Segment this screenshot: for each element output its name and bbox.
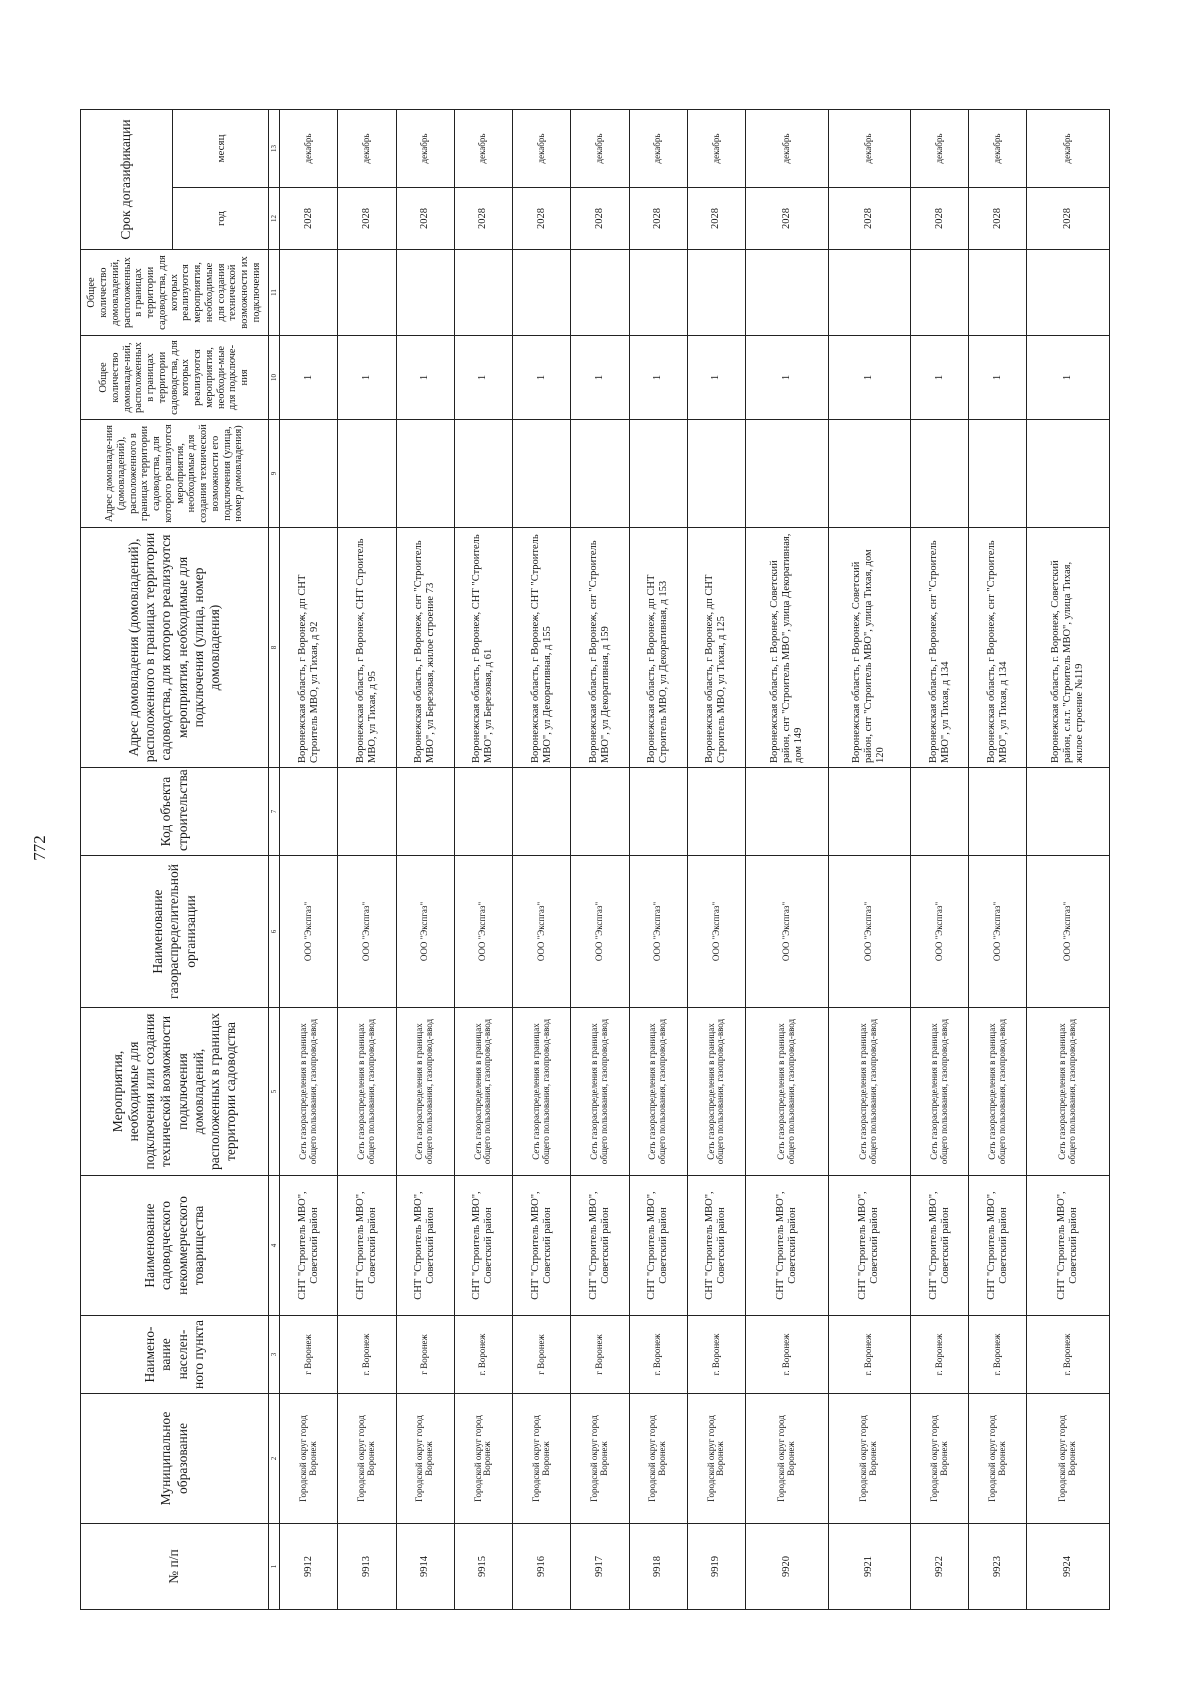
year-cell: 2028 [338, 188, 396, 250]
table-row [513, 109, 571, 1609]
address-cell: Воронежская область, г Воронеж, дп СНТ Строитель МВО, ул Тихая, д 125 [687, 528, 745, 768]
header-term: Срок догазификации [81, 109, 173, 249]
object-code-cell [396, 768, 454, 856]
settlement-cell: г. Воронеж [629, 1316, 687, 1394]
month-cell: декабрь [396, 109, 454, 187]
year-cell: 2028 [1027, 188, 1110, 250]
colnum: 8 [269, 528, 280, 768]
address-tech-cell [1027, 420, 1110, 528]
count-tech-cell [687, 250, 745, 336]
month-cell: декабрь [629, 109, 687, 187]
address-cell: Воронежская область, г Воронеж, снт "Строитель МВО", ул Березовая, жилое строение 73 [396, 528, 454, 768]
municipality-cell: Городской округ город Воронеж [687, 1394, 745, 1524]
measure-cell: Сеть газораспределения в границах общего пользования, газопровод-ввод [338, 1008, 396, 1176]
object-code-cell [910, 768, 968, 856]
month-cell: декабрь [454, 109, 512, 187]
colnum: 6 [269, 856, 280, 1008]
measure-cell: Сеть газораспределения в границах общего пользования, газопровод-ввод [513, 1008, 571, 1176]
month-cell: декабрь [910, 109, 968, 187]
year-cell: 2028 [571, 188, 629, 250]
gas-org-cell: ООО "Экспгаз" [1027, 856, 1110, 1008]
colnum: 7 [269, 768, 280, 856]
year-cell: 2028 [454, 188, 512, 250]
address-tech-cell [910, 420, 968, 528]
address-tech-cell [454, 420, 512, 528]
snt-cell: СНТ "Строитель МВО", Советский район [1027, 1176, 1110, 1316]
snt-cell: СНТ "Строитель МВО", Советский район [828, 1176, 910, 1316]
row-number: 9919 [687, 1524, 745, 1610]
object-code-cell [338, 768, 396, 856]
gas-org-cell: ООО "Экспгаз" [969, 856, 1027, 1008]
address-tech-cell [338, 420, 396, 528]
row-number: 9916 [513, 1524, 571, 1610]
colnum: 3 [269, 1316, 280, 1394]
gas-org-cell: ООО "Экспгаз" [571, 856, 629, 1008]
row-number: 9915 [454, 1524, 512, 1610]
count-tech-cell [338, 250, 396, 336]
header-col-4: Наименование садоводческого некоммерческого товарищества [81, 1176, 269, 1316]
header-row-1 [81, 109, 173, 1609]
object-code-cell [828, 768, 910, 856]
object-code-cell [1027, 768, 1110, 856]
colnum: 10 [269, 336, 280, 420]
month-cell: декабрь [969, 109, 1027, 187]
count-cell: 1 [969, 336, 1027, 420]
address-tech-cell [746, 420, 828, 528]
count-cell: 1 [1027, 336, 1110, 420]
count-tech-cell [629, 250, 687, 336]
municipality-cell: Городской округ город Воронеж [454, 1394, 512, 1524]
month-cell: декабрь [687, 109, 745, 187]
table-row [338, 109, 396, 1609]
object-code-cell [629, 768, 687, 856]
colnum: 12 [269, 188, 280, 250]
colnum: 1 [269, 1524, 280, 1610]
address-tech-cell [571, 420, 629, 528]
snt-cell: СНТ "Строитель МВО", Советский район [454, 1176, 512, 1316]
gas-org-cell: ООО "Экспгаз" [910, 856, 968, 1008]
row-number: 9912 [280, 1524, 338, 1610]
year-cell: 2028 [746, 188, 828, 250]
table-row [571, 109, 629, 1609]
count-cell: 1 [454, 336, 512, 420]
row-number: 9918 [629, 1524, 687, 1610]
snt-cell: СНТ "Строитель МВО", Советский район [396, 1176, 454, 1316]
month-cell: декабрь [571, 109, 629, 187]
municipality-cell: Городской округ город Воронеж [828, 1394, 910, 1524]
header-col-8: Адрес домовладения (домовладений), расположенного в границах территории садоводства, для которого реализуются мероприятия, необходимые для подключения (улица, номер домовладения) [81, 528, 269, 768]
object-code-cell [280, 768, 338, 856]
measure-cell: Сеть газораспределения в границах общего пользования, газопровод-ввод [571, 1008, 629, 1176]
address-tech-cell [396, 420, 454, 528]
header-col-3: Наимено-вание населен-ного пункта [81, 1316, 269, 1394]
table-row [280, 109, 338, 1609]
count-cell: 1 [687, 336, 745, 420]
month-cell: декабрь [746, 109, 828, 187]
municipality-cell: Городской округ город Воронеж [571, 1394, 629, 1524]
year-cell: 2028 [828, 188, 910, 250]
address-cell: Воронежская область, г Воронеж, СНТ "Строитель МВО", ул Декоративная, д 155 [513, 528, 571, 768]
header-col-7: Код объекта строительства [81, 768, 269, 856]
count-tech-cell [828, 250, 910, 336]
address-cell: Воронежская область, г Воронеж, снт "Строитель МВО", ул Декоративная, д 159 [571, 528, 629, 768]
count-cell: 1 [513, 336, 571, 420]
settlement-cell: г. Воронеж [969, 1316, 1027, 1394]
header-col-9: Адрес домовладе-ния (домовладений), расположенного в границах территории садоводства, для которого реализуются мероприятия, необходимые для создания технической возможности его подключения (улица, номер домовладения) [81, 420, 269, 528]
count-cell: 1 [828, 336, 910, 420]
table-row [969, 109, 1027, 1609]
month-cell: декабрь [513, 109, 571, 187]
table-row [910, 109, 968, 1609]
address-cell: Воронежская область, г Воронеж, СНТ Строитель МВО, ул Тихая, д 95 [338, 528, 396, 768]
municipality-cell: Городской округ город Воронеж [746, 1394, 828, 1524]
header-col-1: № п/п [81, 1524, 269, 1610]
count-tech-cell [280, 250, 338, 336]
row-number: 9922 [910, 1524, 968, 1610]
month-cell: декабрь [1027, 109, 1110, 187]
count-tech-cell [396, 250, 454, 336]
month-cell: декабрь [338, 109, 396, 187]
colnum: 2 [269, 1394, 280, 1524]
settlement-cell: г. Воронеж [454, 1316, 512, 1394]
snt-cell: СНТ "Строитель МВО", Советский район [338, 1176, 396, 1316]
measure-cell: Сеть газораспределения в границах общего пользования, газопровод-ввод [910, 1008, 968, 1176]
address-tech-cell [513, 420, 571, 528]
snt-cell: СНТ "Строитель МВО", Советский район [280, 1176, 338, 1316]
measure-cell: Сеть газораспределения в границах общего пользования, газопровод-ввод [687, 1008, 745, 1176]
count-tech-cell [571, 250, 629, 336]
row-number: 9917 [571, 1524, 629, 1610]
snt-cell: СНТ "Строитель МВО", Советский район [687, 1176, 745, 1316]
row-number: 9920 [746, 1524, 828, 1610]
row-number: 9913 [338, 1524, 396, 1610]
municipality-cell: Городской округ город Воронеж [396, 1394, 454, 1524]
gas-org-cell: ООО "Экспгаз" [746, 856, 828, 1008]
year-cell: 2028 [969, 188, 1027, 250]
municipality-cell: Городской округ город Воронеж [513, 1394, 571, 1524]
municipality-cell: Городской округ город Воронеж [1027, 1394, 1110, 1524]
row-number: 9923 [969, 1524, 1027, 1610]
table-row [396, 109, 454, 1609]
header-col-10: Общее количество домовладе-ний, расположенных в границах территории садоводства, для которых реализуются мероприятия, необходи-мые для подключе-ния [81, 336, 269, 420]
count-tech-cell [513, 250, 571, 336]
snt-cell: СНТ "Строитель МВО", Советский район [513, 1176, 571, 1316]
snt-cell: СНТ "Строитель МВО", Советский район [629, 1176, 687, 1316]
year-cell: 2028 [629, 188, 687, 250]
year-cell: 2028 [513, 188, 571, 250]
count-cell: 1 [280, 336, 338, 420]
count-cell: 1 [910, 336, 968, 420]
count-tech-cell [1027, 250, 1110, 336]
gas-org-cell: ООО "Экспгаз" [396, 856, 454, 1008]
table-row [687, 109, 745, 1609]
measure-cell: Сеть газораспределения в границах общего пользования, газопровод-ввод [396, 1008, 454, 1176]
snt-cell: СНТ "Строитель МВО", Советский район [969, 1176, 1027, 1316]
header-col-5: Мероприятия, необходимые для подключения или создания технической возможности подключения домовладений, расположенных в границах территории садоводства [81, 1008, 269, 1176]
gas-org-cell: ООО "Экспгаз" [338, 856, 396, 1008]
snt-cell: СНТ "Строитель МВО", Советский район [910, 1176, 968, 1316]
object-code-cell [969, 768, 1027, 856]
measure-cell: Сеть газораспределения в границах общего пользования, газопровод-ввод [454, 1008, 512, 1176]
table-row [629, 109, 687, 1609]
table-row [454, 109, 512, 1609]
settlement-cell: г. Воронеж [338, 1316, 396, 1394]
row-number: 9921 [828, 1524, 910, 1610]
gasification-table [80, 109, 1110, 1610]
header-month: месяц [173, 109, 269, 187]
object-code-cell [746, 768, 828, 856]
measure-cell: Сеть газораспределения в границах общего пользования, газопровод-ввод [1027, 1008, 1110, 1176]
object-code-cell [687, 768, 745, 856]
gas-org-cell: ООО "Экспгаз" [828, 856, 910, 1008]
settlement-cell: г Воронеж [280, 1316, 338, 1394]
municipality-cell: Городской округ город Воронеж [280, 1394, 338, 1524]
table-row [746, 109, 828, 1609]
address-tech-cell [280, 420, 338, 528]
address-cell: Воронежская область, г. Воронеж, Советский район, с.н.т. "Строитель МВО", улица Тихая, жилое строение №119 [1027, 528, 1110, 768]
count-cell: 1 [571, 336, 629, 420]
colnum: 11 [269, 250, 280, 336]
municipality-cell: Городской округ город Воронеж [969, 1394, 1027, 1524]
header-year: год [173, 188, 269, 250]
colnum: 13 [269, 109, 280, 187]
count-tech-cell [910, 250, 968, 336]
colnum: 4 [269, 1176, 280, 1316]
address-cell: Воронежская область, г Воронеж, дп СНТ Строитель МВО, ул Декоративная, д 153 [629, 528, 687, 768]
month-cell: декабрь [280, 109, 338, 187]
table-row [828, 109, 910, 1609]
count-tech-cell [454, 250, 512, 336]
measure-cell: Сеть газораспределения в границах общего пользования, газопровод-ввод [629, 1008, 687, 1176]
colnum: 9 [269, 420, 280, 528]
colnum: 5 [269, 1008, 280, 1176]
column-numbers-row [269, 109, 280, 1609]
address-tech-cell [629, 420, 687, 528]
address-tech-cell [969, 420, 1027, 528]
object-code-cell [513, 768, 571, 856]
count-cell: 1 [396, 336, 454, 420]
count-cell: 1 [338, 336, 396, 420]
header-col-6: Наименование газораспределительной организации [81, 856, 269, 1008]
address-cell: Воронежская область, г. Воронеж, Советский район, снт "Строитель МВО", улица Декоративная, дом 149 [746, 528, 828, 768]
gas-org-cell: ООО "Экспгаз" [687, 856, 745, 1008]
municipality-cell: Городской округ город Воронеж [629, 1394, 687, 1524]
measure-cell: Сеть газораспределения в границах общего пользования, газопровод-ввод [280, 1008, 338, 1176]
row-number: 9914 [396, 1524, 454, 1610]
address-cell: Воронежская область, г Воронеж, снт "Строитель МВО", ул Тихая, д 134 [910, 528, 968, 768]
measure-cell: Сеть газораспределения в границах общего пользования, газопровод-ввод [828, 1008, 910, 1176]
settlement-cell: г. Воронеж [746, 1316, 828, 1394]
year-cell: 2028 [687, 188, 745, 250]
header-col-11: Общее количество домовладений, расположенных в границах территории садоводства, для которых реализуются мероприятия, необходимые для создания технической возможности их подключения [81, 250, 269, 336]
municipality-cell: Городской округ город Воронеж [910, 1394, 968, 1524]
address-cell: Воронежская область, г Воронеж, дп СНТ Строитель МВО, ул Тихая, д 92 [280, 528, 338, 768]
count-cell: 1 [629, 336, 687, 420]
row-number: 9924 [1027, 1524, 1110, 1610]
settlement-cell: г. Воронеж [828, 1316, 910, 1394]
settlement-cell: г. Воронеж [1027, 1316, 1110, 1394]
measure-cell: Сеть газораспределения в границах общего пользования, газопровод-ввод [746, 1008, 828, 1176]
address-cell: Воронежская область, г Воронеж, снт "Строитель МВО", ул Тихая, д 134 [969, 528, 1027, 768]
count-tech-cell [746, 250, 828, 336]
snt-cell: СНТ "Строитель МВО", Советский район [746, 1176, 828, 1316]
gas-org-cell: ООО "Экспгаз" [454, 856, 512, 1008]
settlement-cell: г Воронеж [513, 1316, 571, 1394]
object-code-cell [571, 768, 629, 856]
settlement-cell: г. Воронеж [687, 1316, 745, 1394]
address-cell: Воронежская область, г Воронеж, СНТ "Строитель МВО", ул Березовая, д 61 [454, 528, 512, 768]
month-cell: декабрь [828, 109, 910, 187]
gas-org-cell: ООО "Экспгаз" [629, 856, 687, 1008]
page-number: 772 [30, 835, 49, 861]
settlement-cell: г. Воронеж [910, 1316, 968, 1394]
object-code-cell [454, 768, 512, 856]
year-cell: 2028 [396, 188, 454, 250]
measure-cell: Сеть газораспределения в границах общего пользования, газопровод-ввод [969, 1008, 1027, 1176]
address-tech-cell [687, 420, 745, 528]
gas-org-cell: ООО "Экспгаз" [280, 856, 338, 1008]
rotated-table-container [80, 110, 1110, 1610]
address-tech-cell [828, 420, 910, 528]
count-cell: 1 [746, 336, 828, 420]
address-cell: Воронежская область, г Воронеж, Советский район, снт "Строитель МВО", улица Тихая, дом 120 [828, 528, 910, 768]
count-tech-cell [969, 250, 1027, 336]
gas-org-cell: ООО "Экспгаз" [513, 856, 571, 1008]
snt-cell: СНТ "Строитель МВО", Советский район [571, 1176, 629, 1316]
year-cell: 2028 [910, 188, 968, 250]
settlement-cell: г Воронеж [571, 1316, 629, 1394]
header-col-2: Муниципальное образование [81, 1394, 269, 1524]
year-cell: 2028 [280, 188, 338, 250]
settlement-cell: г Воронеж [396, 1316, 454, 1394]
municipality-cell: Городской округ город Воронеж [338, 1394, 396, 1524]
table-row [1027, 109, 1110, 1609]
